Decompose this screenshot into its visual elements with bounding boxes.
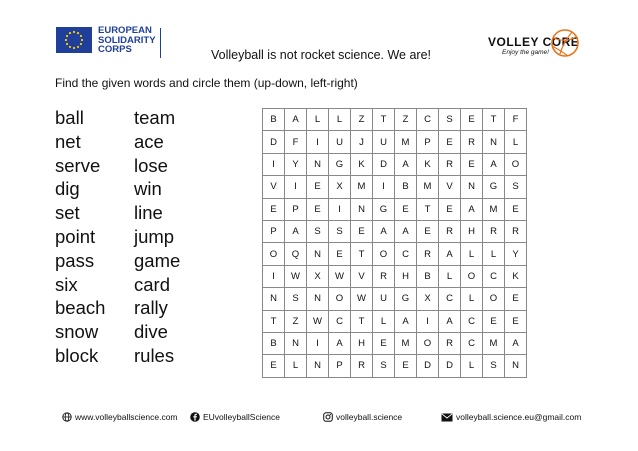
grid-cell[interactable]: U: [329, 131, 351, 153]
grid-cell[interactable]: M: [395, 131, 417, 153]
grid-cell[interactable]: R: [483, 220, 505, 242]
eu-solidarity-corps-logo: [56, 26, 156, 55]
grid-cell[interactable]: N: [505, 355, 527, 377]
grid-cell[interactable]: N: [263, 288, 285, 310]
grid-cell[interactable]: S: [307, 220, 329, 242]
eu-star: [81, 39, 83, 41]
grid-cell[interactable]: Y: [285, 153, 307, 175]
grid-cell[interactable]: I: [263, 153, 285, 175]
grid-cell[interactable]: S: [373, 355, 395, 377]
grid-cell[interactable]: D: [373, 153, 395, 175]
eu-star: [69, 32, 71, 34]
instruction-text: Find the given words and circle them (up-down, left-right): [55, 76, 358, 90]
grid-cell[interactable]: S: [505, 176, 527, 198]
grid-cell[interactable]: N: [483, 131, 505, 153]
word-list-item: six: [55, 273, 78, 295]
grid-cell[interactable]: W: [329, 265, 351, 287]
word-list-item: set: [55, 202, 80, 224]
grid-cell[interactable]: E: [439, 131, 461, 153]
grid-cell[interactable]: L: [285, 355, 307, 377]
brand-name: VOLLEY CORE: [488, 35, 580, 49]
grid-cell[interactable]: S: [483, 355, 505, 377]
grid-cell[interactable]: B: [263, 332, 285, 354]
grid-cell[interactable]: A: [285, 109, 307, 131]
grid-cell[interactable]: D: [417, 355, 439, 377]
grid-cell[interactable]: E: [439, 198, 461, 220]
grid-row: [263, 109, 527, 131]
grid-row: [263, 153, 527, 175]
grid-cell[interactable]: O: [461, 265, 483, 287]
grid-cell[interactable]: W: [285, 265, 307, 287]
grid-cell[interactable]: P: [329, 355, 351, 377]
grid-cell[interactable]: W: [307, 310, 329, 332]
grid-cell[interactable]: H: [351, 332, 373, 354]
grid-row: [263, 310, 527, 332]
eu-logo-line: EUROPEAN: [98, 25, 152, 36]
word-list-item: point: [55, 225, 96, 247]
grid-cell[interactable]: O: [329, 288, 351, 310]
volleyball-icon: [548, 26, 582, 60]
grid-cell[interactable]: S: [329, 220, 351, 242]
grid-cell[interactable]: L: [329, 109, 351, 131]
word-list-item: serve: [55, 154, 101, 176]
grid-cell[interactable]: R: [417, 243, 439, 265]
eu-star: [66, 43, 68, 45]
facebook-link[interactable]: EUvolleyballScience: [203, 412, 281, 422]
grid-cell[interactable]: L: [307, 109, 329, 131]
grid-cell[interactable]: I: [307, 332, 329, 354]
grid-cell[interactable]: K: [505, 265, 527, 287]
grid-row: [263, 265, 527, 287]
grid-cell[interactable]: R: [439, 220, 461, 242]
grid-cell[interactable]: G: [329, 153, 351, 175]
grid-cell[interactable]: E: [505, 288, 527, 310]
grid-cell[interactable]: D: [263, 131, 285, 153]
word-list-item: block: [55, 344, 99, 366]
word-list-item: dive: [134, 321, 168, 343]
eu-star: [77, 32, 79, 34]
grid-row: [263, 220, 527, 242]
grid-cell[interactable]: H: [395, 265, 417, 287]
grid-cell[interactable]: T: [351, 310, 373, 332]
grid-cell[interactable]: I: [373, 176, 395, 198]
grid-cell[interactable]: E: [263, 198, 285, 220]
grid-cell[interactable]: Z: [351, 109, 373, 131]
grid-cell[interactable]: I: [329, 198, 351, 220]
grid-cell[interactable]: S: [285, 288, 307, 310]
eu-star: [69, 46, 71, 48]
grid-cell[interactable]: F: [285, 131, 307, 153]
grid-cell[interactable]: M: [395, 332, 417, 354]
word-list-item: game: [134, 249, 181, 271]
grid-cell[interactable]: E: [373, 332, 395, 354]
grid-cell[interactable]: A: [395, 310, 417, 332]
word-list-item: team: [134, 107, 176, 128]
grid-cell[interactable]: E: [417, 220, 439, 242]
grid-cell[interactable]: X: [329, 176, 351, 198]
grid-cell[interactable]: T: [373, 109, 395, 131]
grid-cell[interactable]: A: [439, 243, 461, 265]
grid-cell[interactable]: P: [263, 220, 285, 242]
grid-cell[interactable]: Z: [395, 109, 417, 131]
grid-cell[interactable]: I: [285, 176, 307, 198]
facebook-icon: [190, 412, 200, 422]
word-list-item: line: [134, 202, 163, 224]
grid-cell[interactable]: U: [373, 288, 395, 310]
eu-star: [77, 46, 79, 48]
footer-facebook: [190, 412, 280, 422]
grid-cell[interactable]: E: [461, 153, 483, 175]
grid-cell[interactable]: L: [439, 265, 461, 287]
footer-email: [441, 412, 581, 422]
eu-star: [73, 47, 75, 49]
grid-cell[interactable]: L: [373, 310, 395, 332]
grid-cell[interactable]: M: [417, 176, 439, 198]
grid-cell[interactable]: B: [417, 265, 439, 287]
grid-cell[interactable]: E: [461, 109, 483, 131]
grid-cell[interactable]: P: [417, 131, 439, 153]
grid-cell[interactable]: E: [505, 198, 527, 220]
grid-cell[interactable]: C: [483, 265, 505, 287]
grid-cell[interactable]: I: [307, 131, 329, 153]
grid-cell[interactable]: Q: [285, 243, 307, 265]
grid-cell[interactable]: C: [461, 332, 483, 354]
eu-star: [65, 39, 67, 41]
grid-cell[interactable]: L: [505, 131, 527, 153]
word-list-item: dig: [55, 178, 80, 200]
grid-cell[interactable]: B: [263, 109, 285, 131]
word-list-item: ace: [134, 130, 164, 152]
grid-cell[interactable]: E: [263, 355, 285, 377]
grid-cell[interactable]: C: [461, 310, 483, 332]
grid-cell[interactable]: A: [373, 220, 395, 242]
grid-row: [263, 198, 527, 220]
grid-cell[interactable]: T: [351, 243, 373, 265]
word-list-item: win: [134, 178, 162, 200]
brand-tagline: Enjoy the game!: [502, 49, 549, 56]
grid-row: [263, 131, 527, 153]
grid-cell[interactable]: N: [307, 288, 329, 310]
grid-cell[interactable]: E: [307, 176, 329, 198]
eu-logo-line: CORPS: [98, 44, 132, 55]
grid-cell[interactable]: O: [263, 243, 285, 265]
mail-icon: [441, 413, 453, 422]
word-list-item: lose: [134, 154, 168, 176]
grid-cell[interactable]: E: [329, 243, 351, 265]
grid-cell[interactable]: A: [505, 332, 527, 354]
eu-logo-text: [98, 26, 156, 55]
grid-cell[interactable]: R: [373, 265, 395, 287]
website-link[interactable]: www.volleyballscience.com: [75, 412, 178, 422]
grid-cell[interactable]: A: [395, 153, 417, 175]
grid-cell[interactable]: U: [373, 131, 395, 153]
word-list-item: ball: [55, 107, 84, 128]
grid-row: [263, 355, 527, 377]
grid-cell[interactable]: G: [483, 176, 505, 198]
instagram-icon: [323, 412, 333, 422]
grid-cell[interactable]: A: [439, 310, 461, 332]
grid-cell[interactable]: A: [461, 198, 483, 220]
grid-row: [263, 176, 527, 198]
word-list-item: beach: [55, 297, 106, 319]
grid-cell[interactable]: N: [307, 355, 329, 377]
grid-cell[interactable]: E: [505, 310, 527, 332]
eu-logo-line: SOLIDARITY: [98, 34, 156, 46]
grid-cell[interactable]: I: [263, 265, 285, 287]
word-list-item: card: [134, 273, 170, 295]
grid-cell[interactable]: R: [439, 153, 461, 175]
word-list-item: pass: [55, 249, 95, 271]
grid-cell[interactable]: V: [351, 265, 373, 287]
grid-cell[interactable]: B: [395, 176, 417, 198]
grid-cell[interactable]: E: [395, 355, 417, 377]
grid-cell[interactable]: E: [351, 220, 373, 242]
instagram-link[interactable]: volleyball.science: [336, 412, 403, 422]
grid-cell[interactable]: K: [417, 153, 439, 175]
grid-cell[interactable]: C: [329, 310, 351, 332]
grid-cell[interactable]: M: [483, 198, 505, 220]
word-list-item: rules: [134, 344, 175, 366]
grid-cell[interactable]: T: [417, 198, 439, 220]
grid-cell[interactable]: R: [439, 332, 461, 354]
grid-cell[interactable]: N: [307, 243, 329, 265]
grid-cell[interactable]: K: [351, 153, 373, 175]
grid-cell[interactable]: E: [395, 198, 417, 220]
globe-icon: [62, 412, 72, 422]
grid-cell[interactable]: L: [461, 355, 483, 377]
word-search-grid: [262, 108, 527, 378]
grid-cell[interactable]: F: [505, 109, 527, 131]
grid-cell[interactable]: E: [307, 198, 329, 220]
footer-website: [62, 412, 178, 422]
grid-cell[interactable]: N: [307, 153, 329, 175]
grid-cell[interactable]: P: [285, 198, 307, 220]
grid-cell[interactable]: C: [417, 109, 439, 131]
grid-cell[interactable]: A: [285, 220, 307, 242]
volley-core-logo: [488, 26, 588, 68]
grid-cell[interactable]: Z: [285, 310, 307, 332]
grid-cell[interactable]: A: [483, 153, 505, 175]
grid-cell[interactable]: X: [307, 265, 329, 287]
word-list-item: jump: [134, 225, 175, 247]
grid-cell[interactable]: L: [461, 243, 483, 265]
grid-cell[interactable]: O: [483, 288, 505, 310]
grid-cell[interactable]: W: [351, 288, 373, 310]
grid-cell[interactable]: V: [439, 176, 461, 198]
grid-cell[interactable]: N: [285, 332, 307, 354]
grid-cell[interactable]: S: [439, 109, 461, 131]
grid-cell[interactable]: A: [395, 220, 417, 242]
word-list-left: [55, 106, 105, 368]
grid-cell[interactable]: C: [395, 243, 417, 265]
grid-cell[interactable]: M: [351, 176, 373, 198]
grid-cell[interactable]: G: [395, 288, 417, 310]
grid-cell[interactable]: H: [461, 220, 483, 242]
grid-cell[interactable]: G: [373, 198, 395, 220]
grid-row: [263, 243, 527, 265]
logo-divider: [160, 28, 161, 58]
grid-cell[interactable]: N: [351, 198, 373, 220]
headline: Volleyball is not rocket science. We are!: [211, 48, 432, 62]
word-list-item: snow: [55, 321, 99, 343]
grid-cell[interactable]: R: [461, 131, 483, 153]
grid-row: [263, 288, 527, 310]
grid-cell[interactable]: A: [329, 332, 351, 354]
grid-cell[interactable]: J: [351, 131, 373, 153]
word-list-item: rally: [134, 297, 168, 319]
word-list-right: [134, 106, 180, 368]
grid-cell[interactable]: O: [505, 153, 527, 175]
eu-star: [66, 35, 68, 37]
grid-cell[interactable]: Y: [505, 243, 527, 265]
eu-star: [80, 35, 82, 37]
word-list-item: net: [55, 130, 81, 152]
grid-cell[interactable]: E: [483, 310, 505, 332]
eu-star: [80, 43, 82, 45]
grid-cell[interactable]: I: [417, 310, 439, 332]
grid-cell[interactable]: T: [263, 310, 285, 332]
grid-cell[interactable]: D: [439, 355, 461, 377]
grid-cell[interactable]: R: [505, 220, 527, 242]
grid-cell[interactable]: R: [351, 355, 373, 377]
grid-cell[interactable]: O: [417, 332, 439, 354]
grid-row: [263, 332, 527, 354]
grid-cell[interactable]: V: [263, 176, 285, 198]
grid-cell[interactable]: X: [417, 288, 439, 310]
eu-flag-icon: [56, 27, 92, 53]
grid-cell[interactable]: L: [461, 288, 483, 310]
eu-star: [73, 31, 75, 33]
grid-cell[interactable]: M: [483, 332, 505, 354]
grid-cell[interactable]: L: [483, 243, 505, 265]
grid-cell[interactable]: C: [439, 288, 461, 310]
email-link[interactable]: volleyball.science.eu@gmail.com: [456, 412, 582, 422]
grid-cell[interactable]: T: [483, 109, 505, 131]
footer-instagram: [323, 412, 402, 422]
grid-cell[interactable]: O: [373, 243, 395, 265]
grid-cell[interactable]: N: [461, 176, 483, 198]
